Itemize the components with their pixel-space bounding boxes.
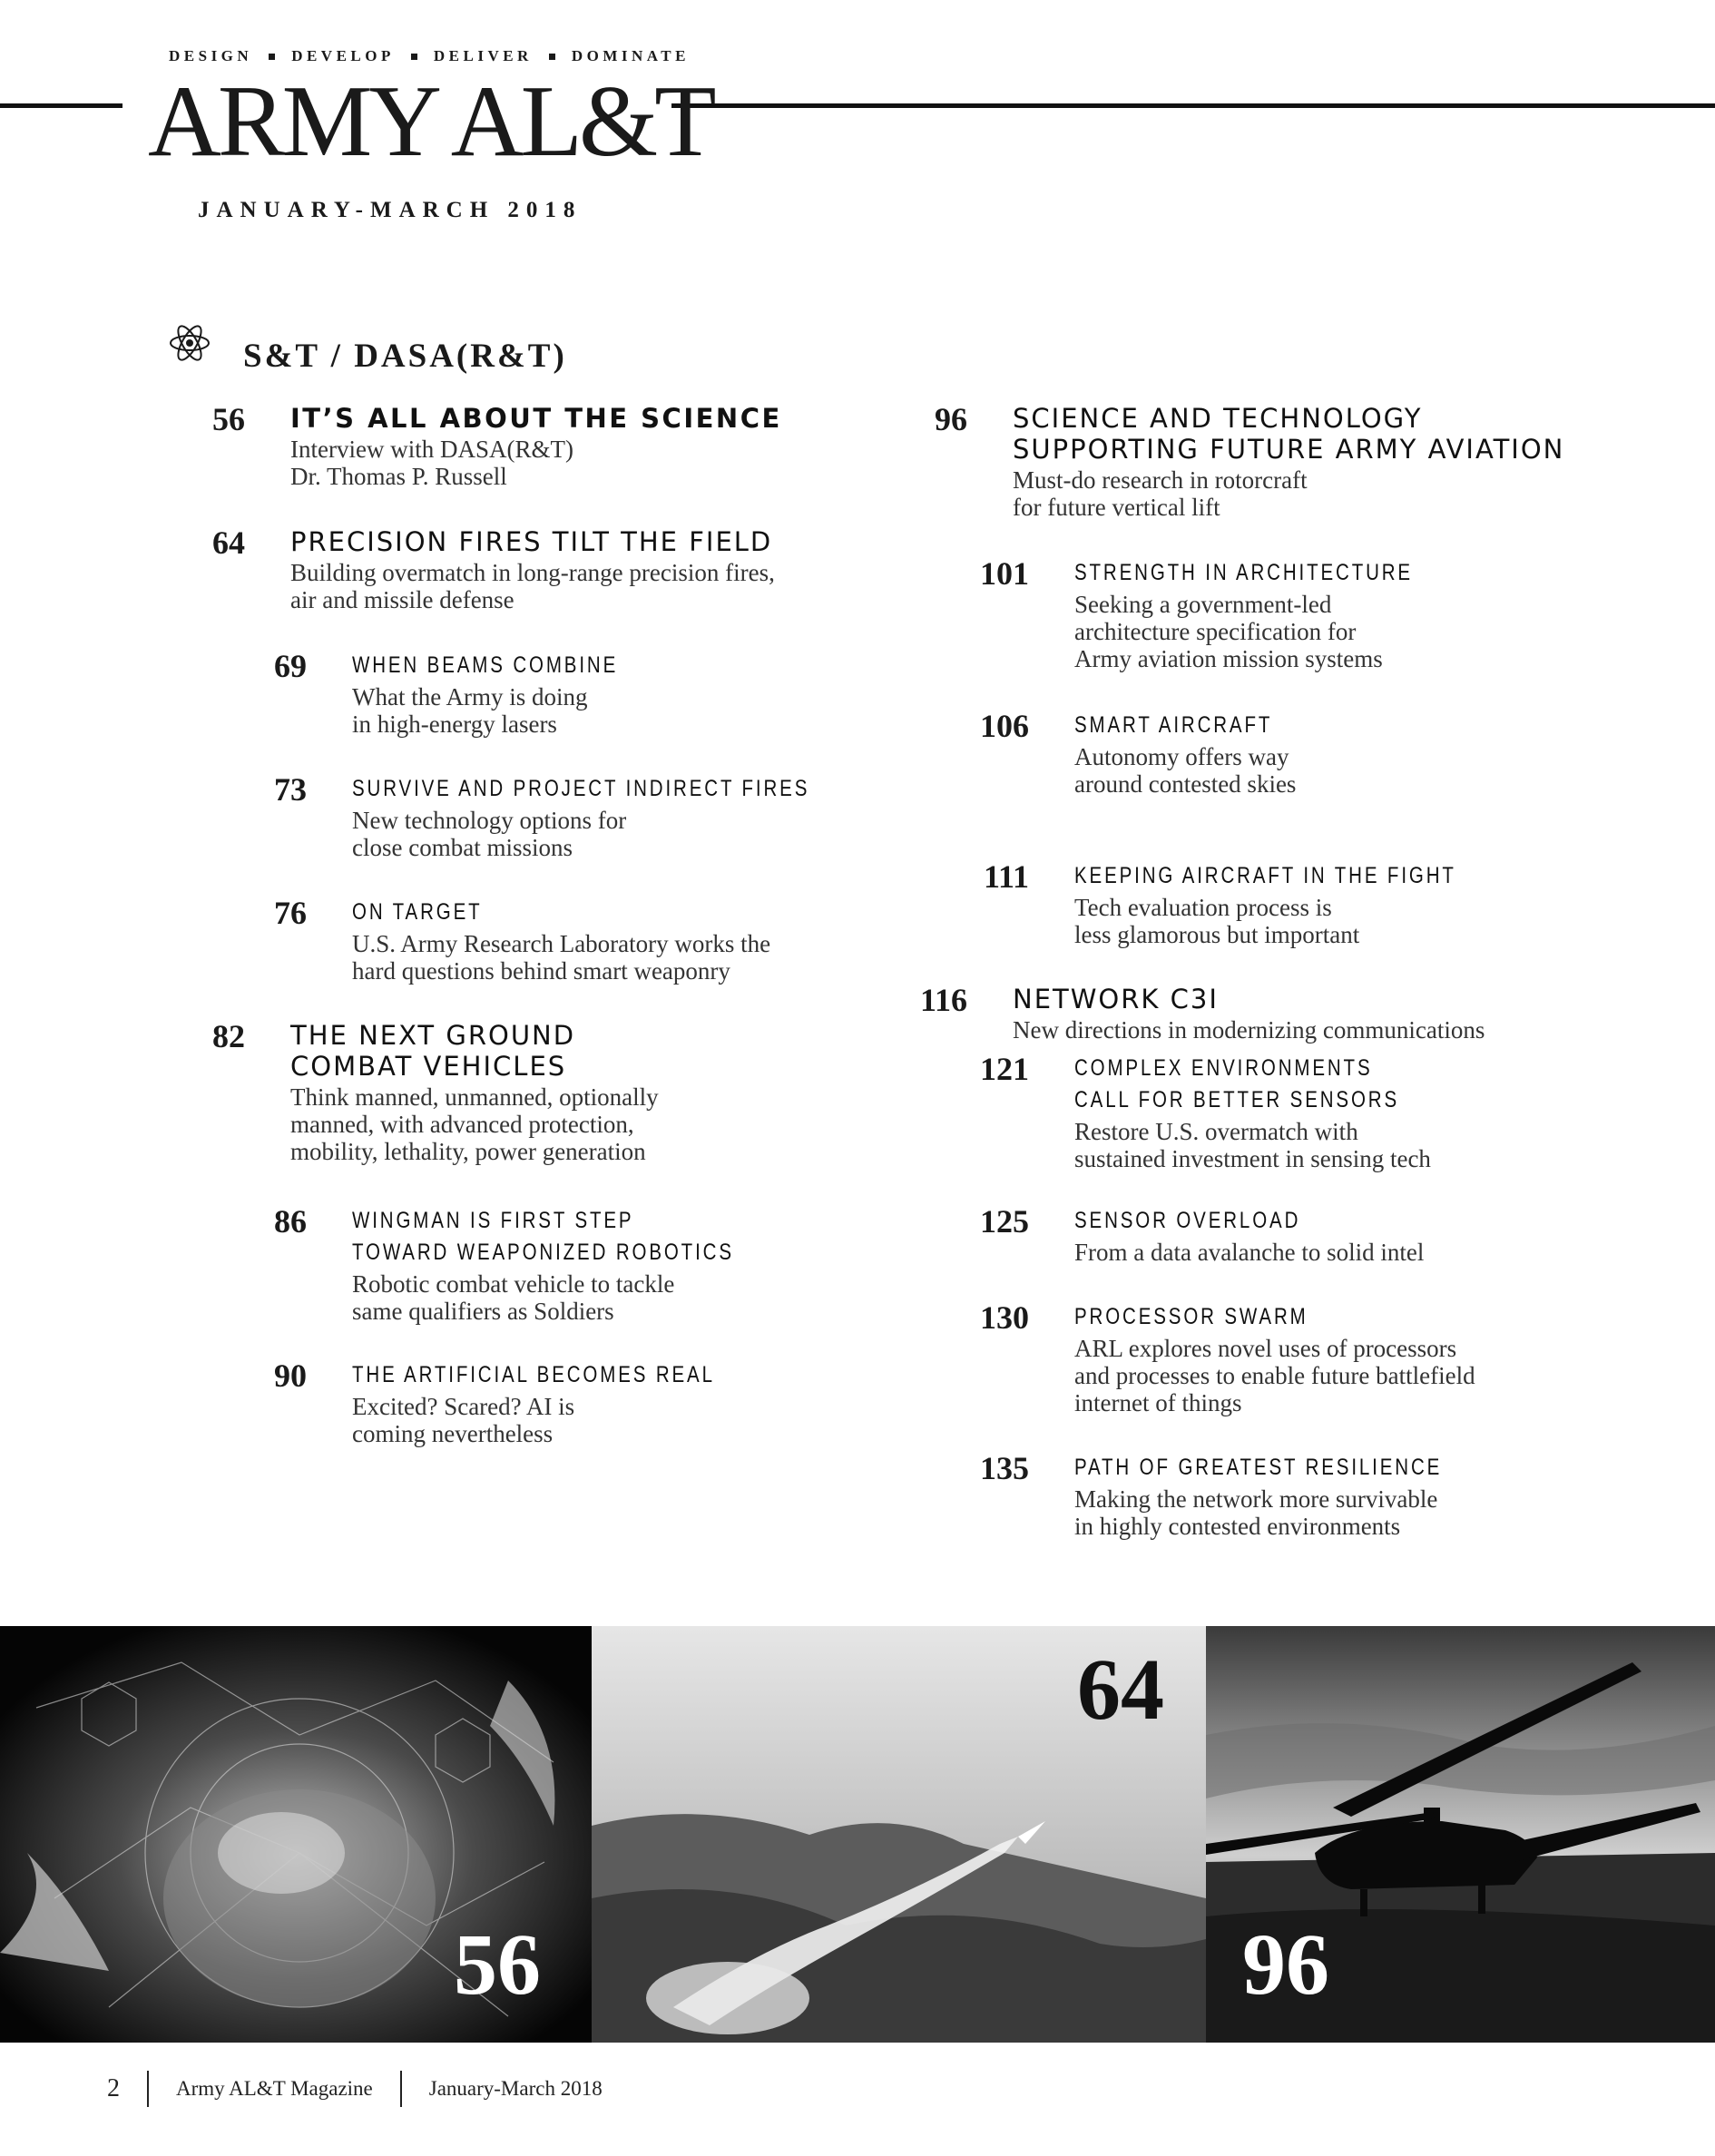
tagline-separator [269, 54, 275, 60]
toc-entry-body [352, 650, 676, 738]
tagline-word: DOMINATE [571, 47, 690, 64]
toc-entry-title: SMART AIRCRAFT [1074, 712, 1273, 738]
toc-page-number: 69 [274, 648, 307, 684]
tagline-separator [549, 54, 555, 60]
toc-entry-title: THE NEXT GROUND COMBAT VEHICLES [290, 1020, 576, 1082]
toc-page-number: 90 [274, 1357, 307, 1394]
toc-entry-description: ARL explores novel uses of processors and processes to enable future battlefield internet of things [1074, 1335, 1475, 1416]
toc-entry-description: Think manned, unmanned, optionally manned, with advanced protection, mobility, lethality, power generation [290, 1083, 659, 1165]
masthead-rule-right [671, 103, 1715, 108]
toc-page-number: 106 [980, 708, 1029, 744]
missile-launch-image [592, 1626, 1206, 2043]
toc-page-number: 116 [919, 982, 967, 1018]
toc-entry-description: Tech evaluation process is less glamorous but important [1074, 894, 1360, 948]
tagline-word: DEVELOP [291, 47, 395, 64]
toc-entry[interactable] [956, 1452, 1523, 1540]
toc-page-number: 73 [274, 771, 307, 808]
magazine-logo: ARMY AL&T [148, 65, 713, 178]
toc-entry[interactable] [234, 1205, 818, 1325]
toc-entry[interactable] [956, 557, 1487, 672]
toc-entry[interactable] [234, 650, 676, 738]
toc-entry-body [1013, 984, 1485, 1044]
toc-entry-title: THE ARTIFICIAL BECOMES REAL [352, 1362, 715, 1387]
toc-entry-body [290, 1020, 659, 1165]
toc-entry-title: SURVIVE AND PROJECT INDIRECT FIRES [352, 776, 810, 801]
toc-entry-body [1074, 1301, 1475, 1416]
toc-entry-body [1074, 860, 1540, 948]
page-number: 2 [107, 2074, 120, 2102]
footer-publication: Army AL&T Magazine [176, 2077, 373, 2100]
toc-entry-description: What the Army is doing in high-energy lasers [352, 683, 588, 738]
toc-entry-body [290, 403, 782, 490]
toc-entry-title: NETWORK C3I [1013, 984, 1219, 1014]
page-footer [107, 2071, 603, 2107]
toc-page-number: 135 [980, 1450, 1029, 1486]
toc-entry-description: Seeking a government-led architecture specification for Army aviation mission systems [1074, 591, 1383, 672]
toc-entry-description: From a data avalanche to solid intel [1074, 1239, 1425, 1266]
toc-entry-title: KEEPING AIRCRAFT IN THE FIGHT [1074, 863, 1456, 888]
toc-entry-description: New directions in modernizing communications [1013, 1016, 1485, 1044]
science-collage-image [0, 1626, 592, 2043]
toc-page-number: 101 [980, 555, 1029, 592]
toc-entry-title: SCIENCE AND TECHNOLOGY SUPPORTING FUTURE ARMY AVIATION [1013, 403, 1565, 465]
masthead-rule-left [0, 103, 122, 108]
toc-entry-title: PRECISION FIRES TILT THE FIELD [290, 526, 773, 557]
toc-entry-title: PATH OF GREATEST RESILIENCE [1074, 1455, 1443, 1480]
toc-entry-description: Making the network more survivable in highly contested environments [1074, 1485, 1438, 1540]
toc-entry[interactable] [895, 984, 1485, 1044]
issue-date: JANUARY-MARCH 2018 [198, 198, 583, 222]
toc-entry[interactable] [234, 773, 910, 861]
toc-page-number: 121 [980, 1051, 1029, 1087]
toc-entry-body [1074, 1205, 1424, 1266]
toc-page-number: 96 [935, 401, 967, 437]
toc-entry-description: Restore U.S. overmatch with sustained investment in sensing tech [1074, 1118, 1431, 1172]
footer-divider [400, 2071, 402, 2107]
toc-entry[interactable] [234, 897, 770, 985]
toc-entry[interactable] [956, 1205, 1424, 1266]
toc-entry-body [352, 897, 770, 985]
toc-entry-body [352, 1359, 795, 1447]
toc-entry-body [352, 1205, 818, 1325]
toc-page-number: 64 [212, 524, 245, 561]
photo-page-label: 96 [1242, 1916, 1329, 2013]
toc-entry-description: Autonomy offers way around contested skies [1074, 743, 1297, 798]
helicopter-silhouette-image [1206, 1626, 1715, 2043]
toc-entry-title: COMPLEX ENVIRONMENTS CALL FOR BETTER SENSORS [1074, 1055, 1400, 1112]
atom-icon [168, 321, 211, 365]
tagline-separator [411, 54, 417, 60]
toc-entry-description: Excited? Scared? AI is coming nevertheless [352, 1393, 575, 1447]
footer-divider [147, 2071, 149, 2107]
toc-entry-body [1013, 403, 1564, 521]
toc-page-number: 86 [274, 1203, 307, 1240]
masthead-tagline [169, 47, 690, 65]
toc-entry[interactable] [172, 1020, 659, 1165]
toc-entry-title: WINGMAN IS FIRST STEP TOWARD WEAPONIZED ROBOTICS [352, 1208, 734, 1265]
toc-page-number: 82 [212, 1018, 245, 1054]
toc-entry[interactable] [234, 1359, 795, 1447]
toc-entry-body [1074, 557, 1487, 672]
toc-entry-body [290, 526, 775, 613]
toc-entry[interactable] [172, 526, 775, 613]
toc-entry-description: Robotic combat vehicle to tackle same qualifiers as Soldiers [352, 1270, 675, 1325]
toc-entry-description: Interview with DASA(R&T) Dr. Thomas P. Russell [290, 436, 573, 490]
toc-entry-description: Building overmatch in long-range precision fires, air and missile defense [290, 559, 775, 613]
photo-page-label: 64 [1077, 1641, 1164, 1738]
toc-entry[interactable] [956, 710, 1316, 798]
toc-page-number: 76 [274, 895, 307, 931]
toc-entry-body [1074, 1053, 1471, 1172]
toc-entry-body [1074, 1452, 1523, 1540]
toc-entry[interactable] [956, 860, 1540, 948]
toc-entry-body [1074, 710, 1316, 798]
toc-entry-title: ON TARGET [352, 899, 483, 925]
toc-page-number: 130 [980, 1299, 1029, 1336]
toc-entry-title: STRENGTH IN ARCHITECTURE [1074, 560, 1413, 585]
footer-issue: January-March 2018 [428, 2077, 603, 2100]
section-title: S&T / DASA(R&T) [243, 338, 567, 375]
photo-page-label: 56 [454, 1916, 541, 2013]
toc-page-number: 56 [212, 401, 245, 437]
toc-entry-title: SENSOR OVERLOAD [1074, 1208, 1301, 1233]
toc-page-number: 111 [983, 858, 1029, 895]
toc-entry-title: IT’S ALL ABOUT THE SCIENCE [290, 403, 782, 434]
toc-entry[interactable] [895, 403, 1564, 521]
toc-entry-title: WHEN BEAMS COMBINE [352, 652, 619, 678]
toc-entry[interactable] [956, 1053, 1471, 1172]
toc-entry-description: U.S. Army Research Laboratory works the hard questions behind smart weaponry [352, 930, 771, 985]
tagline-word: DELIVER [433, 47, 533, 64]
toc-entry-title: PROCESSOR SWARM [1074, 1304, 1308, 1329]
toc-entry-body [352, 773, 910, 861]
toc-entry[interactable] [172, 403, 782, 490]
toc-entry-description: New technology options for close combat missions [352, 807, 627, 861]
toc-entry[interactable] [956, 1301, 1475, 1416]
tagline-word: DESIGN [169, 47, 253, 64]
toc-entry-description: Must-do research in rotorcraft for future vertical lift [1013, 466, 1308, 521]
toc-page-number: 125 [980, 1203, 1029, 1240]
